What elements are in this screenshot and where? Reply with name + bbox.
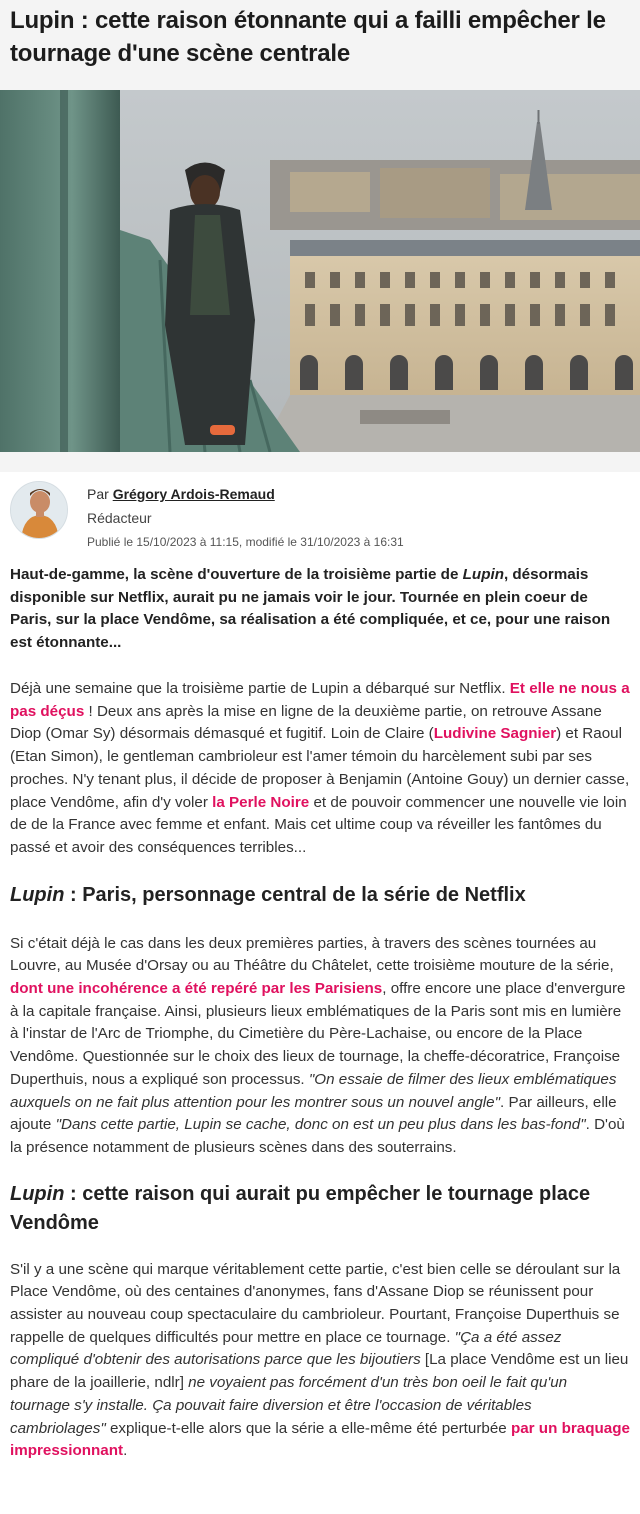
p1-text-1: Déjà une semaine que la troisième partie de Lupin a débarqué sur Netflix. [10, 680, 510, 697]
heading-text: : cette raison qui aurait pu empêcher le tournage place Vendôme [10, 1182, 591, 1234]
byline [87, 485, 404, 503]
article-body [0, 564, 640, 1463]
paragraph-2 [10, 933, 630, 1160]
author-role: Rédacteur [87, 510, 152, 526]
hero-illustration [0, 90, 640, 452]
hero-spacer [0, 452, 640, 472]
section-heading-paris [10, 881, 630, 910]
p2-quote-1: "On essaie de filmer des lieux emblématiques auxquels on ne fait plus attention pour les montrer sous un nouvel angle" [10, 1070, 617, 1111]
link-ludivine-sagnier[interactable]: Ludivine Sagnier [433, 725, 557, 743]
byline-prefix: Par [87, 486, 109, 502]
author-avatar[interactable] [10, 481, 68, 539]
lead-text-2: , désormais disponible sur Netflix, aurait pu ne jamais voir le jour. Tournée en plein coeur de Paris, sur la place Vendôme, sa réalisation a été compliquée, et ce, pour une raison est étonnante... [10, 566, 611, 651]
p3-quote-2: ne voyaient pas forcément d'un très bon oeil le fait qu'un tournage s'y installe. Ça pouvait faire diversion et être l'occasion de véritables cambriolages" [10, 1374, 568, 1437]
p3-text-2: [La place Vendôme est un lieu phare de la joaillerie, ndlr] [10, 1351, 629, 1392]
p2-text-2: , offre encore une place d'envergure à la capitale française. Ainsi, plusieurs lieux emblématiques de la Paris sont mis en lumière à l'instar de l'Arc de Triomphe, du Cimetière du Père-Lachaise, ou encore de la Place Vendôme. Questionnée sur le choix des lieux de tournage, la cheffe-décoratrice, Françoise Duperthuis, nous a expliqué son processus. [10, 980, 626, 1088]
article-title: Lupin : cette raison étonnante qui a failli empêcher le tournage d'une scène centrale [10, 7, 606, 67]
paragraph-1 [10, 678, 630, 860]
publication-dates: Publié le 15/10/2023 à 11:15, modifié le 31/10/2023 à 16:31 [87, 535, 404, 549]
article-lead [10, 564, 630, 654]
heading-emphasis: Lupin [10, 1182, 65, 1205]
section-heading-vendome [10, 1180, 630, 1238]
title-band [0, 0, 640, 90]
p2-text-4: . D'où la présence notamment de plusieurs scènes dans des souterrains. [10, 1116, 625, 1156]
p1-text-2: ! Deux ans après la mise en ligne de la deuxième partie, on retrouve Assane Diop (Omar Sy) désormais démasqué et fugitif. Loin de Claire ( [10, 702, 602, 743]
p2-text-1: Si c'était déjà le cas dans les deux premières parties, à travers des scènes tournées au Louvre, au Musée d'Orsay ou au Théâtre du Châtelet, cette troisième mouture de la série, [10, 934, 614, 975]
author-name-link[interactable]: Grégory Ardois-Remaud [112, 486, 275, 502]
p3-text-1: S'il y a une scène qui marque véritablement cette partie, c'est bien celle se déroulant sur la Place Vendôme, où des centaines d'anonymes, fans d'Assane Diop se réunissent pour assister au nouveau coup spectaculaire du cambrioleur. Pourtant, Françoise Duperthuis se rappelle de quelques difficultés pour mettre en place ce tournage. [10, 1260, 621, 1346]
hero-image [0, 90, 640, 452]
heading-emphasis: Lupin [10, 883, 65, 906]
author-meta [87, 485, 404, 549]
paragraph-3 [10, 1259, 630, 1463]
p2-quote-2: "Dans cette partie, Lupin se cache, donc on est un peu plus dans les bas-fond" [55, 1116, 586, 1134]
link-braquage[interactable]: par un braquage impressionnant [10, 1419, 630, 1460]
p3-text-3: explique-t-elle alors que la série a elle-même été perturbée [105, 1419, 511, 1437]
lead-text-1: Haut-de-gamme, la scène d'ouverture de la troisième partie de [10, 566, 463, 583]
link-perle-noire[interactable]: la Perle Noire [212, 793, 310, 811]
author-block [0, 472, 640, 564]
p3-quote-1: "Ça a été assez compliqué d'obtenir des autorisations parce que les bijoutiers [10, 1328, 562, 1369]
heading-text: : Paris, personnage central de la série de Netflix [64, 883, 526, 906]
link-incoherence[interactable]: dont une incohérence a été repéré par les Parisiens [10, 980, 383, 998]
p2-text-3: . Par ailleurs, elle ajoute [10, 1093, 617, 1134]
p1-text-3: ) et Raoul (Etan Simon), le gentleman cambrioleur est l'amer témoin du harcèlement subi par ses proches. N'y tenant plus, il décide de proposer à Benjamin (Antoine Gouy) un dernier casse, place Vendôme, afin d'y voler [10, 725, 630, 811]
p3-text-4: . [123, 1442, 128, 1460]
avatar-illustration [11, 482, 68, 539]
link-pas-decus[interactable]: Et elle ne nous a pas déçus [10, 680, 630, 720]
p1-text-4: et de pouvoir commencer une nouvelle vie loin de de la France avec femme et enfant. Mais cet ultime coup va réveiller les fantômes du passé et avoir des conséquences terribles... [10, 793, 627, 856]
lead-emphasis: Lupin [462, 566, 504, 583]
